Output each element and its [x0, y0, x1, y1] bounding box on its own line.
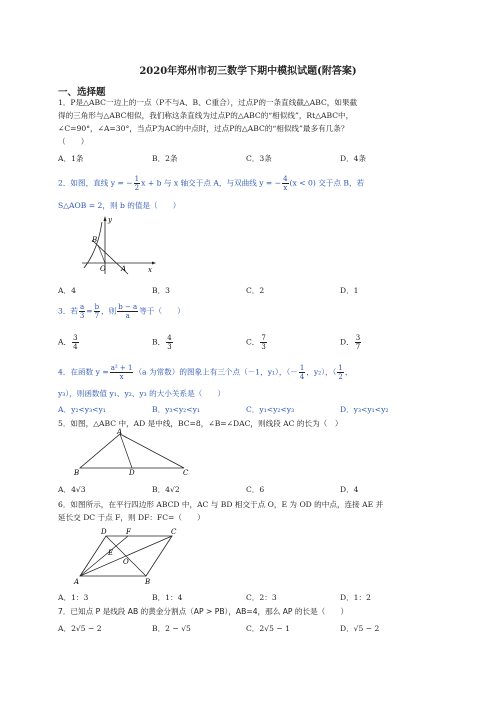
q4-option-b: B．y₃<y₂<y₁	[152, 405, 200, 414]
q5-label-b: B	[74, 469, 80, 476]
q1-option-c: C．3条	[246, 154, 272, 163]
q3-eq: =	[86, 306, 93, 316]
q3-frac-2-num: b	[94, 303, 100, 311]
q2-label-o: O	[100, 265, 106, 273]
q6-label-a: A	[74, 578, 80, 586]
q3-option-c-den: 3	[261, 343, 266, 351]
q3-text-a: 3．若	[58, 306, 79, 316]
q2-frac-1-den: 2	[134, 184, 140, 192]
q3-option-a-frac	[72, 334, 78, 351]
q3-option-c-label: C．	[246, 337, 260, 347]
q3-option-c-frac	[260, 334, 266, 351]
q6-label-b: B	[145, 578, 151, 586]
q3-frac-3-num: b − a	[118, 303, 138, 311]
q7-option-b: B．2 − √5	[152, 624, 191, 633]
q4-line2: y₃），则函数值 y₁、y₂、y₃ 的大小关系是（ ）	[58, 389, 226, 398]
q7-option-c: C．2√5 − 1	[246, 624, 290, 633]
q3-option-a-den: 4	[73, 343, 78, 351]
q3-option-d	[340, 334, 362, 351]
q5-label-a: A	[117, 428, 123, 436]
q2-x-arrow	[152, 262, 156, 265]
section-heading: 一、选择题	[58, 87, 106, 98]
q2-option-c: C．2	[246, 286, 265, 295]
q4-text-c: ，y₂），（	[306, 367, 337, 377]
q2-text-b: x + b 与 x 轴交于点 A，与双曲线 y = −	[141, 178, 282, 188]
q3-option-a-num: 3	[73, 334, 78, 342]
q7-option-d: D．√5 − 2	[340, 624, 380, 633]
q3-frac-2-den: 7	[94, 312, 100, 320]
q6-option-b: B．1：4	[152, 593, 183, 602]
q4-frac-p2-den: 4	[299, 373, 305, 381]
q3-option-b-frac	[166, 334, 172, 351]
q2-line2: S△AOB = 2，则 b 的值是（ ）	[58, 201, 181, 210]
q6-label-d: D	[101, 528, 107, 536]
q4-frac-p2	[299, 364, 305, 381]
q3-option-d-num: 3	[355, 334, 361, 342]
q3-option-d-den: 7	[355, 343, 361, 351]
q5-triangle-abc	[80, 434, 184, 468]
q3-option-b-den: 3	[167, 343, 172, 351]
q5-option-c: C．6	[246, 485, 265, 494]
q5-option-a: A．4√3	[58, 485, 86, 494]
q2-segment-bo	[98, 245, 105, 263]
q1-line2: 得的三角形与△ABC相似，我们称这条直线为过点P的△ABC的“相似线”，Rt△ABC中，	[58, 111, 354, 120]
q6-line2: 延长交 DC 于点 F，则 DF：FC=（ ）	[58, 513, 205, 522]
q3-frac-1	[79, 303, 85, 320]
q3-text-c: 等于（ ）	[139, 306, 185, 316]
q1-option-b: B．2条	[152, 154, 178, 163]
q6-label-c: C	[171, 528, 177, 536]
q6-line1: 6．如图所示，在平行四边形 ABCD 中，AC 与 BD 相交于点 O，E 为 OD 的中点，连接 AE 并	[58, 500, 384, 509]
q2-label-x: x	[148, 266, 152, 274]
q5-option-b: B．4√2	[152, 485, 180, 494]
q3-option-c-num: 7	[261, 334, 266, 342]
q3-option-b-num: 4	[167, 334, 172, 342]
q6-label-o: O	[123, 558, 129, 566]
q5-option-d: D．4	[340, 485, 359, 494]
q3-stem	[58, 303, 185, 320]
q2-figure	[78, 214, 158, 276]
q4-option-c: C．y₁<y₂<y₃	[246, 405, 295, 414]
q5-line1: 5．如图，△ABC 中，AD 是中线，BC=8，∠B=∠DAC，则线段 AC 的长为（ ）	[58, 419, 343, 428]
q6-option-d: D．1：2	[340, 593, 371, 602]
q3-option-d-label: D．	[340, 337, 354, 347]
q2-frac-2	[282, 175, 288, 192]
q2-option-a: A．4	[58, 286, 76, 295]
q2-text-c: (x < 0) 交于点 B，若	[289, 178, 365, 188]
q4-frac-p2-num: 1	[299, 364, 305, 372]
q6-label-f: F	[126, 528, 131, 536]
q2-frac-1	[134, 175, 140, 192]
q5-figure	[72, 428, 192, 476]
q2-option-d: D．1	[340, 286, 359, 295]
q1-option-d: D．4条	[340, 154, 367, 163]
q3-text-b: ，则	[101, 306, 117, 316]
q2-label-y: y	[108, 216, 112, 224]
q3-option-a	[58, 334, 80, 351]
q4-frac-func	[110, 364, 134, 381]
q2-text-a: 2．如图，直线 y = −	[58, 178, 133, 188]
q2-option-b: B．3	[152, 286, 171, 295]
q3-option-c	[246, 334, 268, 351]
q1-line1: 1．P是△ABC一边上的一点（P不与A、B、C重合），过点P的一条直线截△ABC，如果截	[58, 98, 358, 107]
q7-option-a: A．2√5 − 2	[58, 624, 102, 633]
q3-option-b	[152, 334, 174, 351]
q1-line3: ∠C=90°，∠A=30°，当点P为AC的中点时，过点P的△ABC的“相似线”最多有几条？	[58, 124, 349, 133]
q2-y-arrow	[104, 216, 107, 221]
q2-frac-1-num: 1	[134, 175, 140, 183]
q3-frac-3	[117, 303, 138, 320]
q2-label-a: A	[121, 265, 127, 273]
q4-text-d: ，	[344, 367, 353, 377]
q1-option-a: A．1条	[58, 154, 84, 163]
q4-line1	[58, 364, 352, 381]
q7-line1: 7．已知点 P 是线段 AB 的黄金分割点（AP > PB），AB=4，那么 AP 的长是（ ）	[58, 607, 349, 616]
q4-frac-func-den: x	[119, 373, 124, 381]
q3-option-b-label: B．	[152, 337, 166, 347]
q4-frac-p3-num: 1	[338, 364, 343, 372]
q4-frac-func-num: a² + 1	[110, 364, 133, 372]
q5-label-c: C	[183, 469, 189, 476]
q2-label-b: B	[92, 236, 98, 244]
q6-label-e: E	[108, 549, 114, 557]
q3-frac-3-den: a	[125, 312, 130, 320]
q6-line-af	[80, 536, 128, 576]
q4-text-a: 4．在函数 y =	[58, 367, 109, 377]
q5-label-d: D	[129, 469, 135, 476]
page-title: 2020年郑州市初三数学下期中模拟试题(附答案)	[139, 66, 357, 77]
q6-option-a: A．1：3	[58, 593, 89, 602]
q1-line4: （ ）	[58, 137, 89, 146]
q2-frac-2-num: 4	[283, 175, 288, 183]
q6-figure	[72, 526, 182, 586]
q2-line1	[58, 175, 364, 192]
q3-option-a-label: A．	[58, 337, 72, 347]
q4-frac-p3	[337, 364, 343, 381]
q3-option-d-frac	[355, 334, 361, 351]
q2-frac-2-den: x	[283, 184, 288, 192]
q2-hyperbola	[84, 222, 102, 268]
q4-option-a: A．y₂<y₃<y₁	[58, 405, 106, 414]
q3-frac-2	[94, 303, 100, 320]
q6-option-c: C．2：3	[246, 593, 277, 602]
q4-text-b: （a 为常数）的图象上有三个点（－1，y₁），（－	[134, 367, 298, 377]
q3-frac-1-den: 3	[79, 312, 85, 320]
q4-option-d: D．y₃<y₁<y₂	[340, 405, 389, 414]
q4-frac-p3-den: 2	[338, 373, 343, 381]
q3-frac-1-num: a	[80, 303, 85, 311]
